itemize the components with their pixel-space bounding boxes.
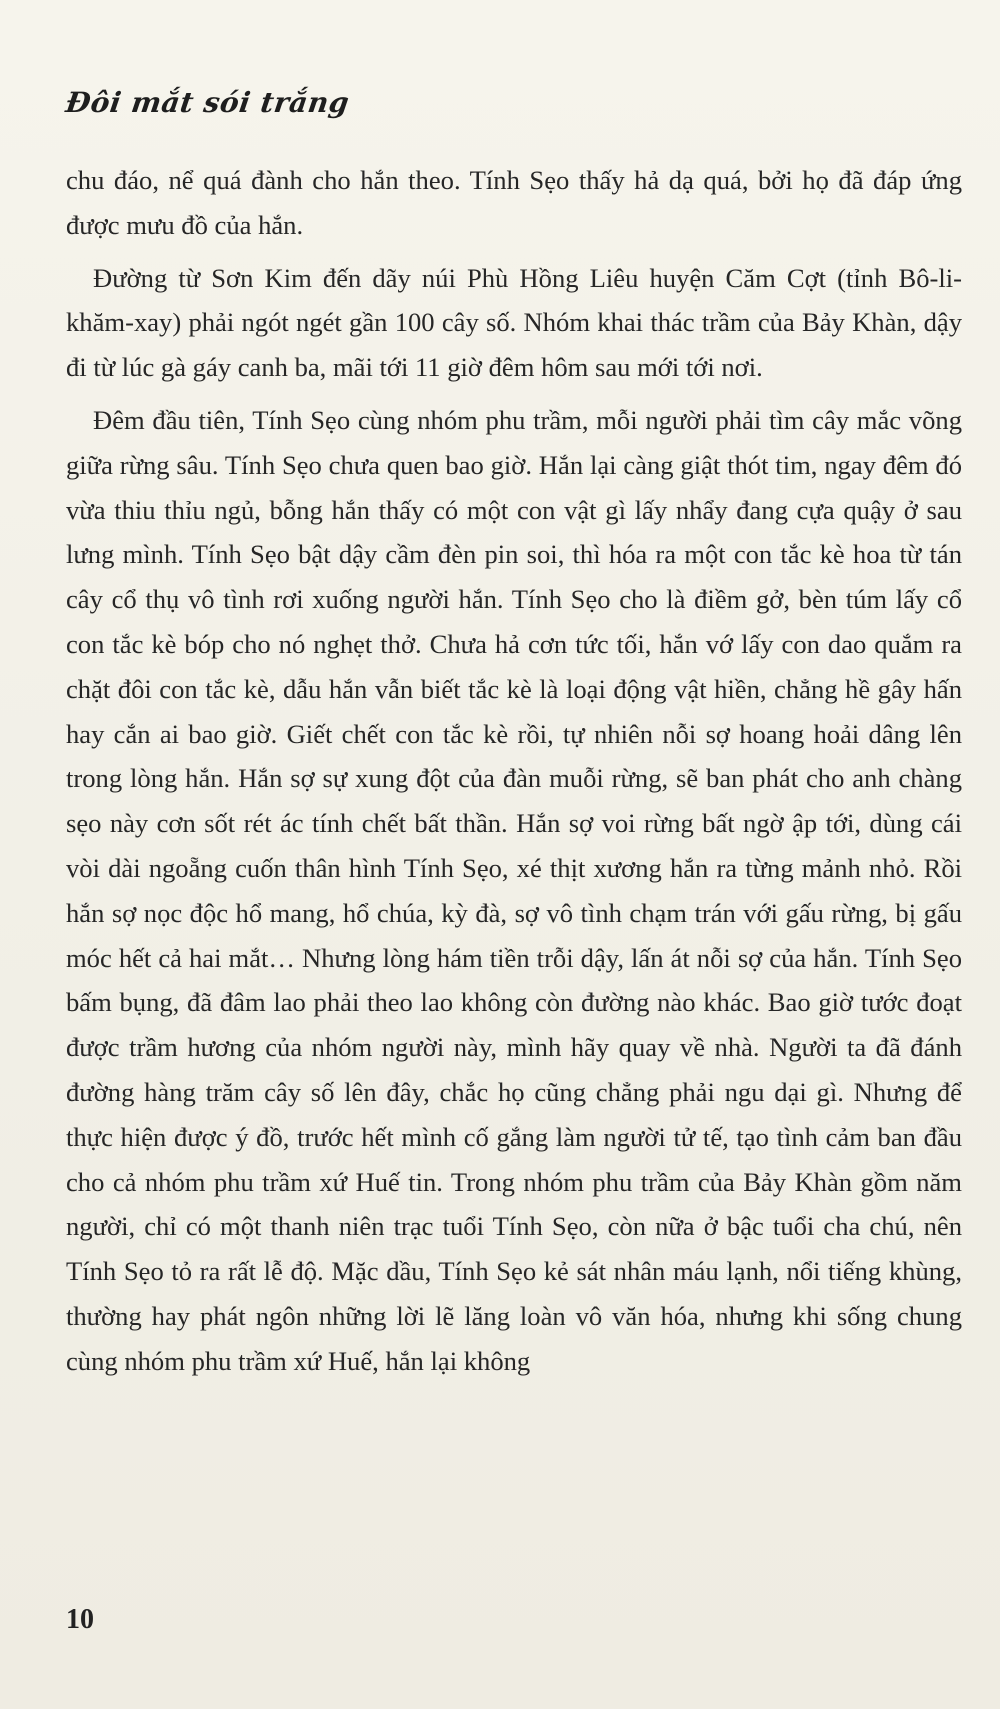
body-text (66, 158, 962, 1392)
page-number: 10 (66, 1604, 94, 1635)
paragraph: chu đáo, nể quá đành cho hắn theo. Tính Sẹo thấy hả dạ quá, bởi họ đã đáp ứng được mưu đồ của hắn. (66, 165, 962, 240)
paragraph: Đường từ Sơn Kim đến dãy núi Phù Hồng Liêu huyện Căm Cợt (tỉnh Bô-li-khăm-xay) phải ngót ngét gần 100 cây số. Nhóm khai thác trầm của Bảy Khàn, dậy đi từ lúc gà gáy canh ba, mãi tới 11 giờ đêm hôm sau mới tới nơi. (66, 262, 962, 383)
running-header-title: Đôi mắt sói trắng (63, 86, 352, 119)
paragraph: Đêm đầu tiên, Tính Sẹo cùng nhóm phu trầm, mỗi người phải tìm cây mắc võng giữa rừng sâu. Tính Sẹo chưa quen bao giờ. Hắn lại càng giật thót tim, ngay đêm đó vừa thiu thỉu ngủ, bỗng hắn thấy có một con vật gì lấy nhẩy đang cựa quậy ở sau lưng mình. Tính Sẹo bật dậy cầm đèn pin soi, thì hóa ra một con tắc kè hoa từ tán cây cổ thụ vô tình rơi xuống người hắn. Tính Sẹo cho là điềm gở, bèn túm lấy cổ con tắc kè bóp cho nó nghẹt thở. Chưa hả cơn tức tối, hắn vớ lấy con dao quắm ra chặt đôi con tắc kè, dẫu hắn vẫn biết tắc kè là loại động vật hiền, chẳng hề gây hấn hay cắn ai bao giờ. Giết chết con tắc kè rồi, tự nhiên nỗi sợ hoang hoải dâng lên trong lòng hắn. Hắn sợ sự xung đột của đàn muỗi rừng, sẽ ban phát cho anh chàng sẹo này cơn sốt rét ác tính chết bất thần. Hắn sợ voi rừng bất ngờ ập tới, dùng cái vòi dài ngoẵng cuốn thân hình Tính Sẹo, xé thịt xương hắn ra từng mảnh nhỏ. Rồi hắn sợ nọc độc hổ mang, hổ chúa, kỳ đà, sợ vô tình chạm trán với gấu rừng, bị gấu móc hết cả hai mắt… Nhưng lòng hám tiền trỗi dậy, lấn át nỗi sợ của hắn. Tính Sẹo bấm bụng, đã đâm lao phải theo lao không còn đường nào khác. Bao giờ tước đoạt được trầm hương của nhóm người này, mình hãy quay về nhà. Người ta đã đánh đường hàng trăm cây số lên đây, chắc họ cũng chẳng phải ngu dại gì. Nhưng để thực hiện được ý đồ, trước hết mình cố gắng làm người tử tế, tạo tình cảm ban đầu cho cả nhóm phu trầm xứ Huế tin. Trong nhóm phu trầm của Bảy Khàn gồm năm người, chỉ có một thanh niên trạc tuổi Tính Sẹo, còn nữa ở bậc tuổi cha chú, nên Tính Sẹo tỏ ra rất lễ độ. Mặc dầu, Tính Sẹo kẻ sát nhân máu lạnh, nổi tiếng khùng, thường hay phát ngôn những lời lẽ lăng loàn vô văn hóa, nhưng khi sống chung cùng nhóm phu trầm xứ Huế, hắn lại không (66, 404, 962, 1376)
